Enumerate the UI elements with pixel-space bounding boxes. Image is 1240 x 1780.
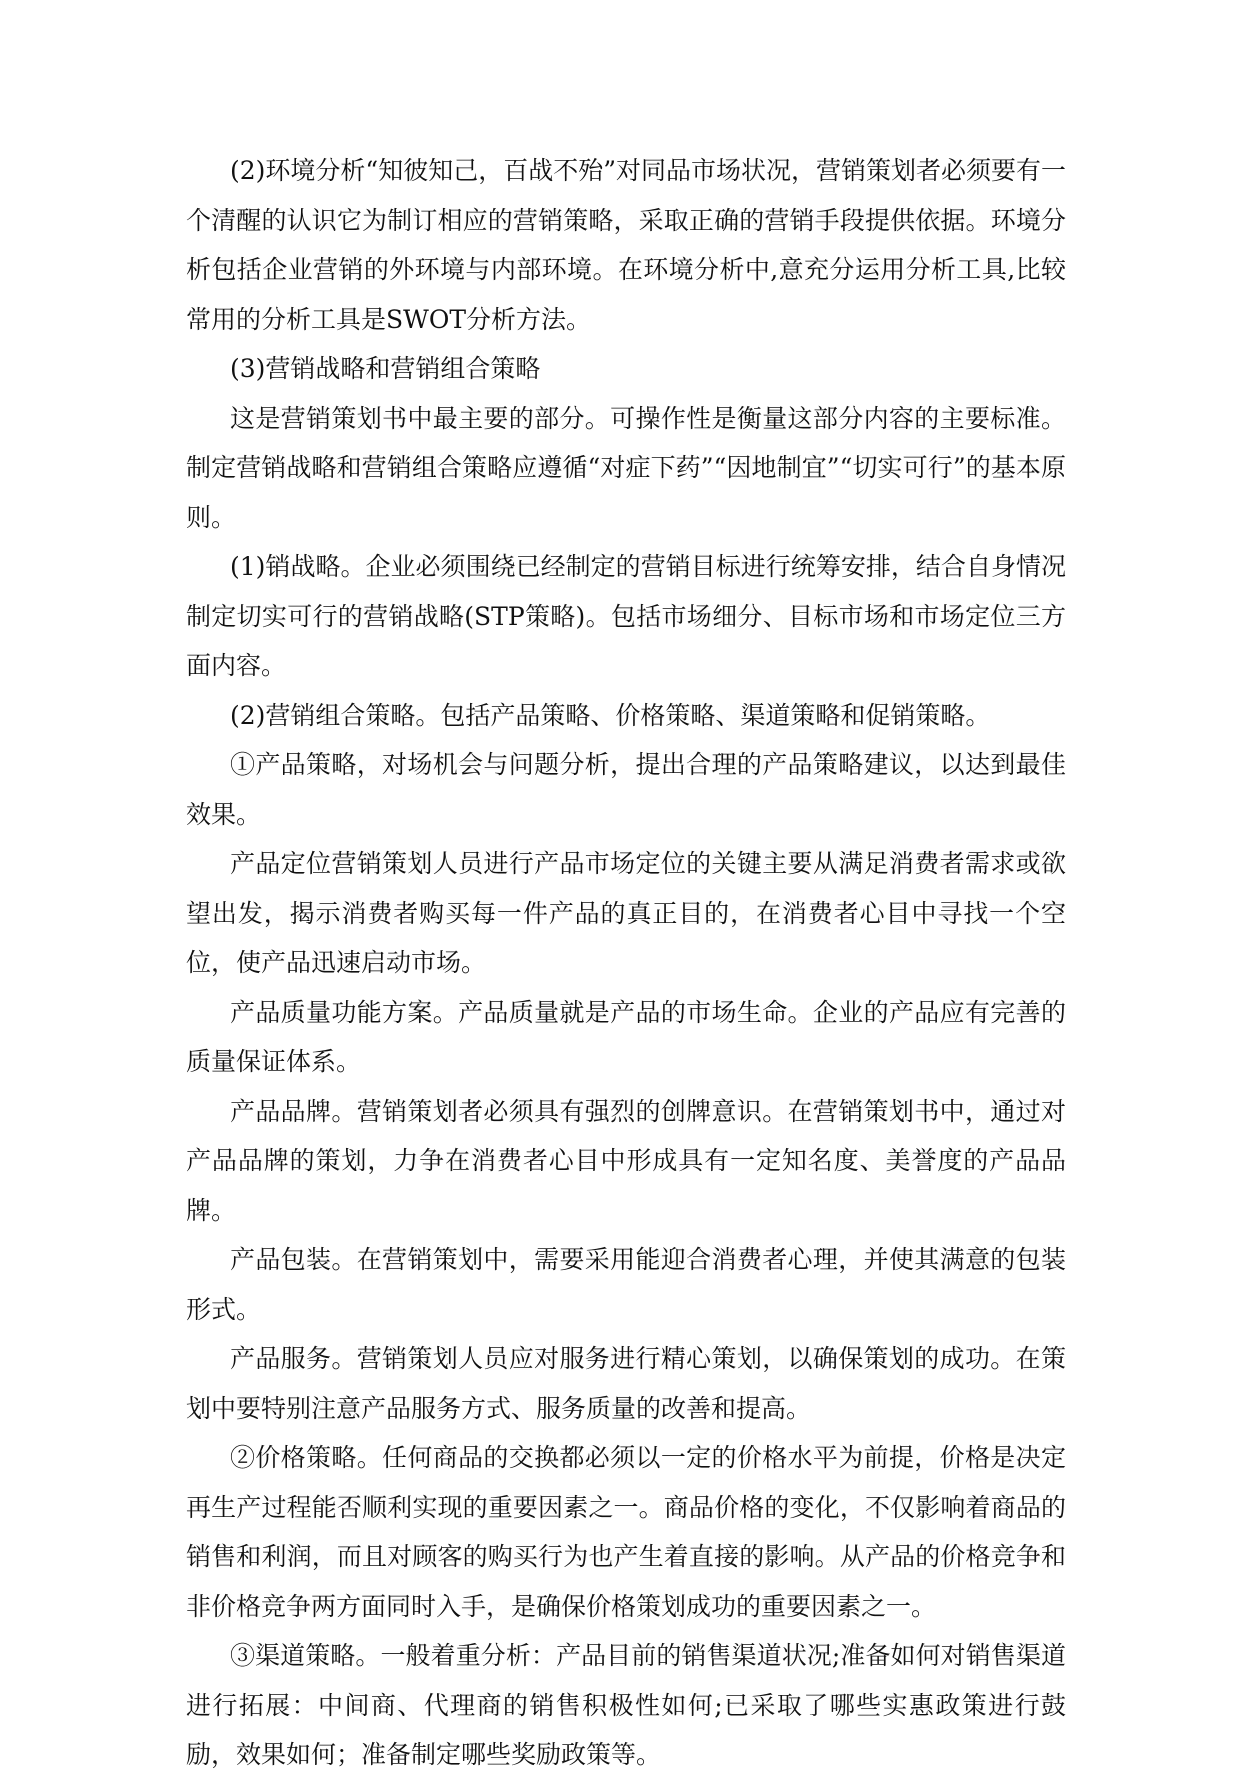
paragraph-marketing-mix: (2)营销组合策略。包括产品策略、价格策略、渠道策略和促销策略。 [230,700,991,730]
paragraph-product-service: 产品服务。营销策划人员应对服务进行精心策划，以确保策划的成功。在策划中要特别注意产品服务方式、服务质量的改善和提高。 [186,1344,1066,1423]
paragraph-product-packaging: 产品包装。在营销策划中，需要采用能迎合消费者心理，并使其满意的包装形式。 [186,1245,1066,1324]
paragraph-channel-strategy: ③渠道策略。一般着重分析：产品目前的销售渠道状况;准备如何对销售渠道进行拓展：中间商、代理商的销售积极性如何;已采取了哪些实惠政策进行鼓励，效果如何；准备制定哪些奖励政策等。 [186,1641,1066,1769]
paragraph-environment-analysis: (2)环境分析“知彼知己，百战不殆”对同品市场状况，营销策划者必须要有一个清醒的认识它为制订相应的营销策略，采取正确的营销手段提供依据。环境分析包括企业营销的外环境与内部环境。在环境分析中,意充分运用分析工具,比较常用的分析工具是SWOT分析方法。 [186,156,1066,334]
paragraph-product-strategy: ①产品策略，对场机会与问题分析，提出合理的产品策略建议，以达到最佳效果。 [186,750,1066,829]
paragraph-price-strategy: ②价格策略。任何商品的交换都必须以一定的价格水平为前提，价格是决定再生产过程能否顺利实现的重要因素之一。商品价格的变化，不仅影响着商品的销售和利润，而且对顾客的购买行为也产生着直接的影响。从产品的价格竞争和非价格竞争两方面同时入手，是确保价格策划成功的重要因素之一。 [186,1443,1066,1621]
paragraph-product-quality: 产品质量功能方案。产品质量就是产品的市场生命。企业的产品应有完善的质量保证体系。 [186,997,1066,1076]
paragraph-strategy-overview: 这是营销策划书中最主要的部分。可操作性是衡量这部分内容的主要标准。制定营销战略和营销组合策略应遵循“对症下药”“因地制宜”“切实可行”的基本原则。 [186,403,1066,532]
paragraph-sales-strategy: (1)销战略。企业必须围绕已经制定的营销目标进行统筹安排，结合自身情况制定切实可行的营销战略(STP策略)。包括市场细分、目标市场和市场定位三方面内容。 [186,552,1066,680]
heading-marketing-strategy: (3)营销战略和营销组合策略 [230,354,541,383]
paragraph-product-brand: 产品品牌。营销策划者必须具有强烈的创牌意识。在营销策划书中，通过对产品品牌的策划，力争在消费者心目中形成具有一定知名度、美誉度的产品品牌。 [186,1096,1066,1225]
document-body [186,146,1066,1780]
paragraph-product-positioning: 产品定位营销策划人员进行产品市场定位的关键主要从满足消费者需求或欲望出发，揭示消费者购买每一件产品的真正目的，在消费者心目中寻找一个空位，使产品迅速启动市场。 [186,849,1066,977]
